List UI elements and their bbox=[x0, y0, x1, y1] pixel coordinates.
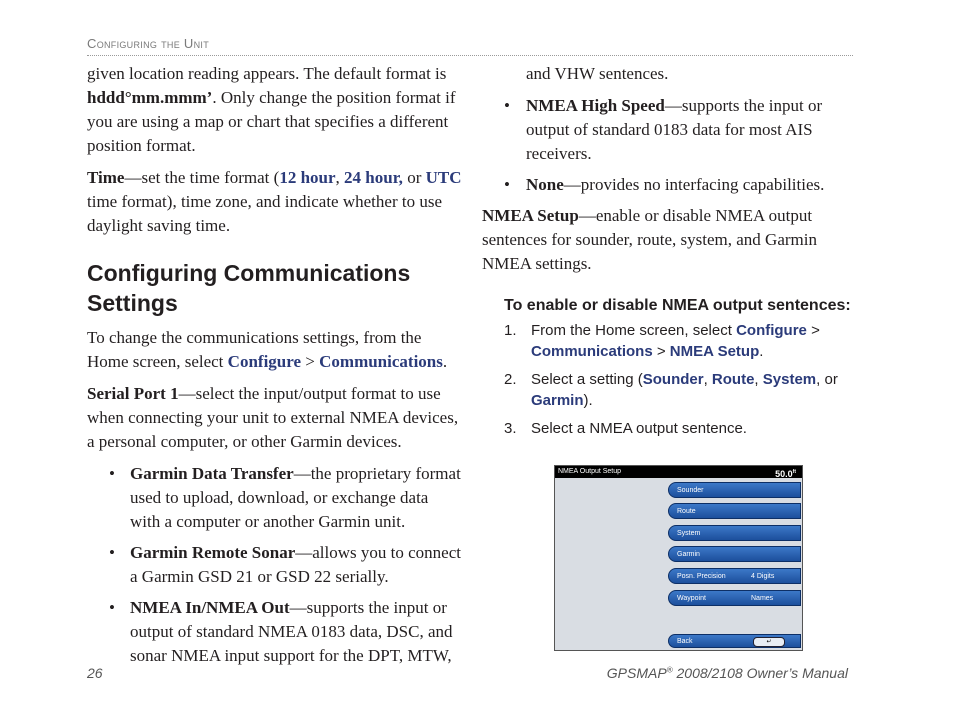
header-rule bbox=[87, 55, 853, 56]
procedure-title: To enable or disable NMEA output sentences: bbox=[504, 297, 851, 314]
device-button-route[interactable]: Route bbox=[668, 503, 801, 519]
communications-intro: To change the communications settings, from the Home screen, select Configure > Communications. bbox=[87, 328, 448, 371]
serial-options-list bbox=[87, 462, 462, 668]
device-back-button[interactable]: Back ↵ bbox=[668, 634, 801, 648]
bullet-icon: • bbox=[504, 96, 510, 115]
bullet-icon: • bbox=[504, 175, 510, 194]
device-button-garmin[interactable]: Garmin bbox=[668, 546, 801, 562]
device-title-bar bbox=[555, 466, 802, 478]
device-button-posn-precision[interactable]: Posn. Precision 4 Digits bbox=[668, 568, 801, 584]
step-item: 2. Select a setting (Sounder, Route, System, or Garmin). bbox=[504, 371, 838, 409]
procedure-steps bbox=[482, 320, 854, 439]
device-button-waypoint[interactable]: Waypoint Names bbox=[668, 590, 801, 606]
device-screenshot bbox=[554, 465, 803, 651]
running-head: Configuring the Unit bbox=[87, 36, 209, 51]
step-item: 3. Select a NMEA output sentence. bbox=[504, 420, 747, 437]
depth-readout: $50.0^{ft}$ bbox=[775, 469, 796, 479]
position-format-paragraph: given location reading appears. The default format is hddd°mm.mmm’. Only change the position format if you are using a map or chart that specifies a different position format. bbox=[87, 64, 456, 155]
page-number: 26 bbox=[87, 665, 103, 681]
back-key-icon: ↵ bbox=[753, 637, 785, 647]
list-item: • NMEA In/NMEA Out—supports the input or output of standard NMEA 0183 data, DSC, and sonar NMEA input support for the DPT, MTW, bbox=[109, 598, 453, 665]
bullet-icon: • bbox=[109, 543, 115, 562]
serial-options-list-continued bbox=[482, 94, 854, 197]
bullet-icon: • bbox=[109, 464, 115, 483]
continued-text: and VHW sentences. bbox=[526, 64, 669, 83]
bullet-icon: • bbox=[109, 598, 115, 617]
list-item: • Garmin Data Transfer—the proprietary format used to upload, download, or exchange data with a computer or another Garmin unit. bbox=[109, 464, 461, 531]
left-column bbox=[87, 62, 462, 675]
step-item: 1. From the Home screen, select Configure > Communications > NMEA Setup. bbox=[504, 322, 820, 360]
right-column bbox=[482, 62, 854, 446]
device-button-system[interactable]: System bbox=[668, 525, 801, 541]
list-item: • None—provides no interfacing capabilities. bbox=[482, 173, 854, 197]
time-paragraph: Time—set the time format (12 hour, 24 hour, or UTC time format), time zone, and indicate whether to use daylight saving time. bbox=[87, 168, 462, 235]
serial-port-paragraph: Serial Port 1—select the input/output format to use when connecting your unit to external NMEA devices, a personal computer, or other Garmin devices. bbox=[87, 384, 459, 451]
list-item: • Garmin Remote Sonar—allows you to connect a Garmin GSD 21 or GSD 22 serially. bbox=[109, 543, 461, 586]
section-heading: Configuring Communications Settings bbox=[87, 260, 411, 316]
device-title: NMEA Output Setup bbox=[558, 468, 622, 475]
list-item: • NMEA High Speed—supports the input or output of standard 0183 data for most AIS receivers. bbox=[504, 96, 823, 163]
manual-title: GPSMAP® 2008/2108 Owner’s Manual bbox=[606, 665, 848, 681]
nmea-setup-paragraph: NMEA Setup—enable or disable NMEA output sentences for sounder, route, system, and Garmin NMEA settings. bbox=[482, 206, 817, 273]
device-button-sounder[interactable]: Sounder bbox=[668, 482, 801, 498]
